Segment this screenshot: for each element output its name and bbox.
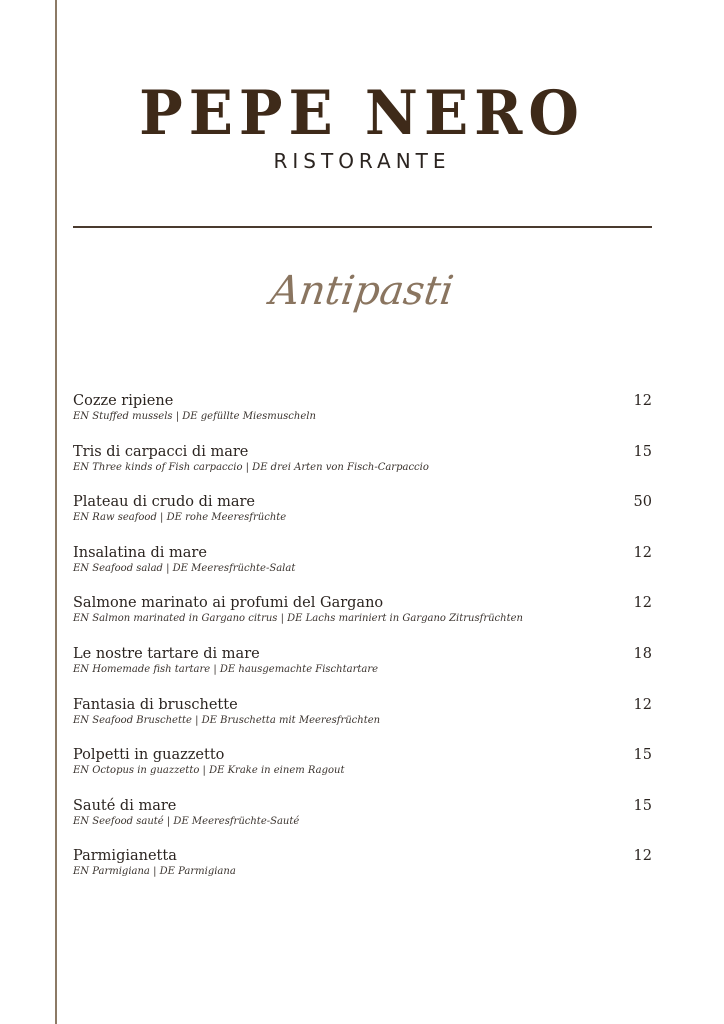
- menu-item: [73, 393, 652, 444]
- item-name: Plateau di crudo di mare: [73, 494, 256, 511]
- item-price: 50: [633, 494, 652, 511]
- restaurant-name: PEPE NERO: [139, 77, 585, 149]
- item-description: EN Stuffed mussels | DE gefüllte Miesmuscheln: [73, 411, 316, 422]
- menu-item: [73, 798, 652, 849]
- item-description: EN Octopus in guazzetto | DE Krake in einem Ragout: [73, 765, 345, 777]
- item-price: 12: [633, 595, 652, 612]
- item-name: Salmone marinato ai profumi del Gargano: [73, 595, 384, 612]
- item-price: 12: [633, 848, 652, 865]
- item-price: 15: [633, 797, 652, 814]
- menu-item: [73, 545, 652, 596]
- item-name: Sauté di mare: [73, 797, 177, 814]
- item-name: Polpetti in guazzetto: [73, 747, 225, 764]
- menu-item: [73, 747, 652, 798]
- item-description: EN Three kinds of Fish carpaccio | DE drei Arten von Fisch-Carpaccio: [73, 461, 429, 473]
- item-description: EN Raw seafood | DE rohe Meeresfrüchte: [73, 512, 287, 524]
- item-description: EN Salmon marinated in Gargano citrus | DE Lachs mariniert in Gargano Zitrusfrüchten: [73, 613, 523, 625]
- section-title: Antipasti: [267, 268, 457, 314]
- menu-item: [73, 595, 652, 646]
- item-price: 18: [633, 645, 652, 662]
- menu-item: [73, 444, 652, 495]
- menu-list: [73, 393, 652, 899]
- item-description: EN Parmigiana | DE Parmigiana: [73, 866, 236, 878]
- item-price: 15: [633, 747, 652, 764]
- item-price: 12: [633, 696, 652, 713]
- item-name: Le nostre tartare di mare: [73, 645, 260, 662]
- menu-item: [73, 697, 652, 748]
- menu-item: [73, 494, 652, 545]
- item-description: EN Seafood salad | DE Meeresfrüchte-Salat: [73, 562, 296, 574]
- item-price: 12: [633, 544, 652, 561]
- item-name: Tris di carpacci di mare: [73, 443, 249, 460]
- item-description: EN Homemade fish tartare | DE hausgemachte Fischtartare: [73, 663, 379, 675]
- item-name: Insalatina di mare: [73, 544, 207, 561]
- menu-item: [73, 646, 652, 697]
- restaurant-subtitle: RISTORANTE: [273, 149, 451, 173]
- item-name: Cozze ripiene: [73, 393, 174, 409]
- item-description: EN Seafood Bruschette | DE Bruschetta mit Meeresfrüchten: [73, 714, 381, 726]
- item-name: Parmigianetta: [73, 848, 177, 865]
- item-price: 12: [633, 393, 652, 409]
- menu-item: [73, 848, 652, 899]
- item-price: 15: [633, 443, 652, 460]
- item-name: Fantasia di bruschette: [73, 696, 238, 713]
- item-description: EN Seefood sauté | DE Meeresfrüchte-Sauté: [73, 815, 300, 827]
- divider: [73, 226, 652, 228]
